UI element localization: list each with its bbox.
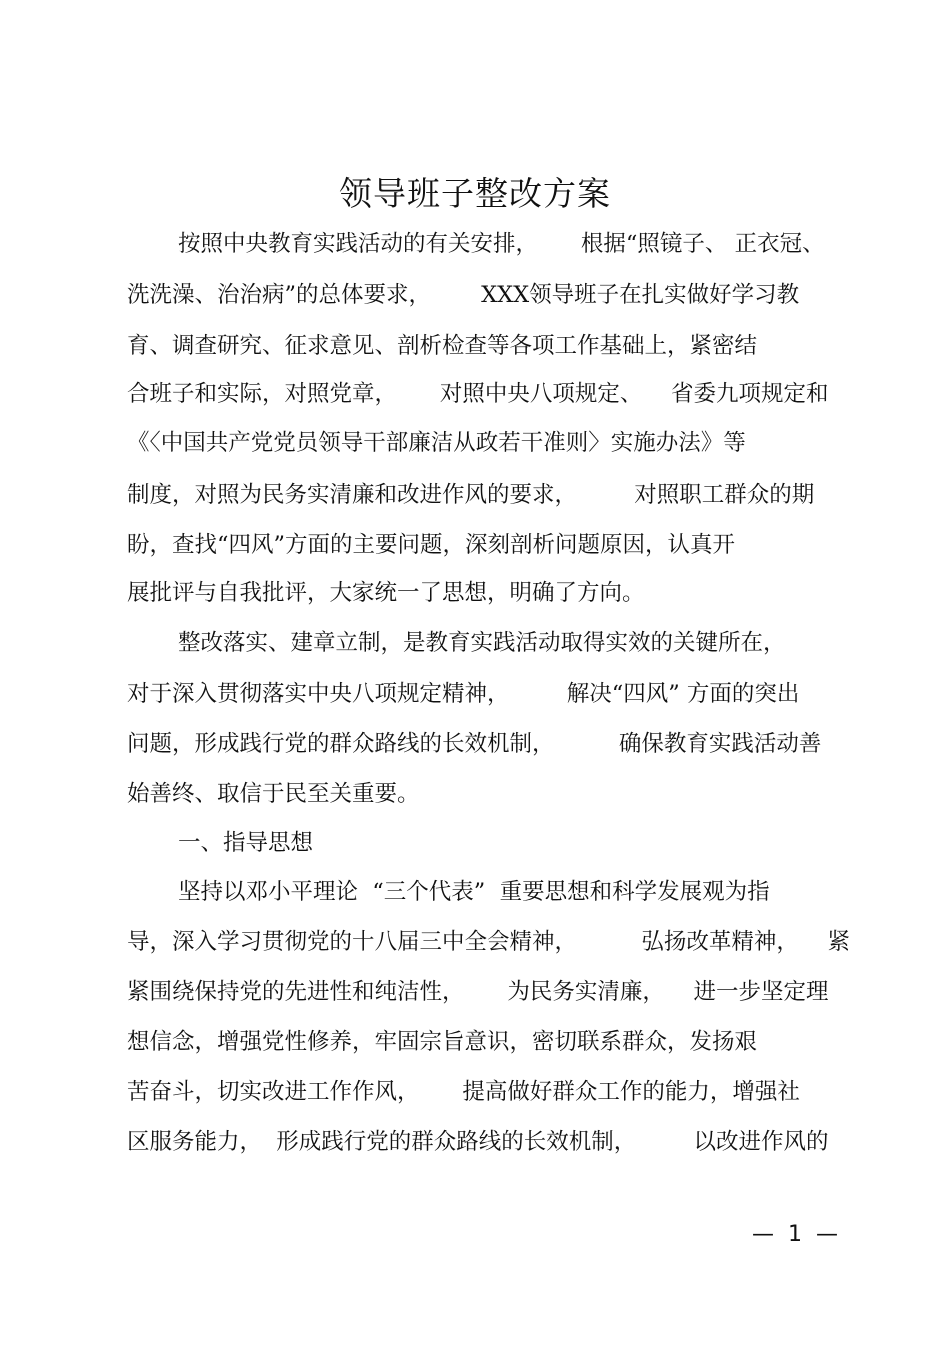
body-line: 按照中央教育实践活动的有关安排， 根据“照镜子、 正衣冠、 — [178, 231, 825, 257]
body-line: 想信念，增强党性修养，牢固宗旨意识，密切联系群众，发扬艰 — [127, 1029, 758, 1055]
body-line: 盼，查找“四风”方面的主要问题，深刻剖析问题原因，认真开 — [127, 532, 736, 558]
document-title: 领导班子整改方案 — [339, 174, 611, 213]
body-line: 问题，形成践行党的群众路线的长效机制， 确保教育实践活动善 — [127, 731, 822, 757]
page-number: — 1 — — [752, 1222, 838, 1247]
body-line: 整改落实、建章立制，是教育实践活动取得实效的关键所在， — [178, 630, 786, 656]
body-line: 洗洗澡、治治病”的总体要求， XXX领导班子在扎实做好学习教 — [127, 282, 800, 308]
body-line: 对于深入贯彻落实中央八项规定精神， 解决“四风” 方面的突出 — [127, 681, 800, 707]
body-line: 苦奋斗，切实改进工作作风， 提高做好群众工作的能力，增强社 — [127, 1079, 800, 1105]
body-line: 展批评与自我批评，大家统一了思想，明确了方向。 — [127, 580, 645, 606]
body-line: 《〈中国共产党党员领导干部廉洁从政若干准则〉实施办法》等 — [127, 430, 746, 456]
section-heading: 一、指导思想 — [178, 830, 314, 856]
body-line: 坚持以邓小平理论 “三个代表” 重要思想和科学发展观为指 — [178, 879, 770, 905]
body-line: 合班子和实际，对照党章， 对照中央八项规定、 省委九项规定和 — [127, 381, 829, 407]
body-line: 紧围绕保持党的先进性和纯洁性， 为民务实清廉， 进一步坚定理 — [127, 979, 829, 1005]
body-line: 始善终、取信于民至关重要。 — [127, 781, 420, 807]
body-line: 导，深入学习贯彻党的十八届三中全会精神， 弘扬改革精神， 紧 — [127, 929, 850, 955]
body-line: 育、调查研究、征求意见、剖析检查等各项工作基础上，紧密结 — [127, 333, 758, 359]
body-line: 区服务能力， 形成践行党的群众路线的长效机制， 以改进作风的 — [127, 1129, 829, 1155]
body-line: 制度，对照为民务实清廉和改进作风的要求， 对照职工群众的期 — [127, 482, 815, 508]
